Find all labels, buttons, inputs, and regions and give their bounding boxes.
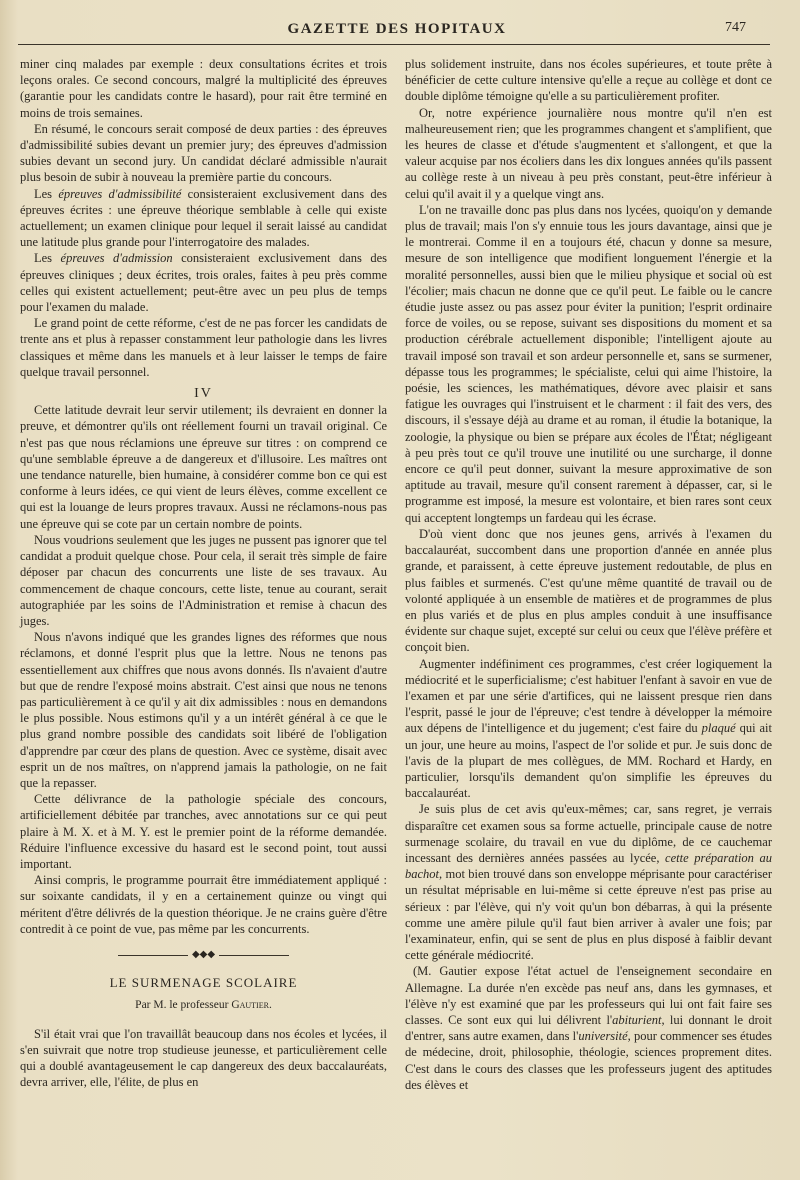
- text: Augmenter indéfiniment ces programmes, c'est créer logiquement la médiocrité et le superficialisme; c'est habituer l'enfant à savoir en vue de l'examen et par une série d'artifices, qui ne laissent presque rien dans l'esprit, passé le jour de l'épreuve; c'est tendre à développer la mémoire aux dépens de l'intelligence et du jugement; c'est faire du: [405, 656, 772, 736]
- section-number: IV: [194, 386, 213, 402]
- right-column: [405, 56, 772, 1093]
- text-columns: [20, 56, 772, 1093]
- italic-term: abiturient: [612, 1012, 662, 1027]
- paragraph: Nous n'avons indiqué que les grandes lignes des réformes que nous réclamons, et donné l'esprit plus que la lettre. Nous ne tenons pas essentiellement aux chiffres que nous avons donnés. Ils n'avaient d'autre but que de rendre l'exposé moins abstrait. C'est ainsi que nous ne tenons pas particulièrement à ce qu'il y ait dix admissibles : nous en demandons le plus possible. Nous estimons qu'il y a un intérêt général à ce que le plus grand nombre possible des candidats soit libéré de l'obligation d'apprendre par cœur des plans de question. Avec ce système, disait avec esprit un de nos maîtres, on n'apprend jamais la pathologie, on ne fait que la repasser.: [20, 630, 387, 790]
- paragraph: [405, 963, 772, 1093]
- byline-prefix: Par M. le professeur: [135, 999, 232, 1012]
- page-header: [14, 18, 780, 44]
- paragraph: Le grand point de cette réforme, c'est de ne pas forcer les candidats de trente ans et plus à repasser constamment leur pathologie dans les livres classiques et même dans les manuels et à leur laisser le temps de faire quelque travail personnel.: [20, 316, 387, 379]
- paragraph: Cette latitude devrait leur servir utilement; ils devraient en donner la preuve, et démontrer qu'ils ont réellement fourni un travail original. Ce n'est pas que nous réclamions une épreuve sur titres : on comprend ce qu'une semblable épreuve a de dangereux et d'illusoire. Les maîtres ont une tendance naturelle, bien humaine, à considérer comme bon ce qui est conforme à leurs idées, ce qui vient de leurs élèves, comme excellent ce qui est la louange de leurs propres travaux. Aussi ne réclamons-nous pas une épreuve qui se cote par un certain nombre de points.: [20, 403, 387, 531]
- italic-term: plaqué: [701, 721, 736, 736]
- article-title: LE SURMENAGE SCOLAIRE: [109, 975, 298, 991]
- text: consisteraient exclusivement dans des épreuves cliniques ; deux écrites, trois orales, faites à peu près comme celles qui existent actuellement; peut-être avec un peu plus de temps pour l'examen du malade.: [20, 251, 387, 315]
- paragraph: Or, notre expérience journalière nous montre qu'il n'en est malheureusement rien; que les programmes changent et s'amplifient, que les heures de classe et d'étude s'augmentent et s'allongent, et que la valeur acquise par nos écoliers dans les dix longues années qu'ils passent au collège reste à un niveau à peu près constant, peut-être inférieur à celui qu'il avait il y a quelque vingt ans.: [405, 105, 772, 201]
- separator-line: [219, 955, 289, 956]
- paragraph: S'il était vrai que l'on travaillât beaucoup dans nos écoles et lycées, il s'en suivrait que notre trop studieuse jeunesse, et particulièrement celle qui a doublé avantageusement le cap dangereux des deux baccalauréats, devra arriver, elle, l'élite, de plus en: [20, 1026, 387, 1090]
- paragraph: Nous voudrions seulement que les juges ne pussent pas ignorer que tel candidat a produit quelque chose. Pour cela, il serait très simple de faire déposer par chacun des concurrents une liste de ses travaux. Au commencement de chaque concours, cette liste, tenue au courant, serait autographiée par les soins de l'Administration et remise à chacun des juges.: [20, 532, 387, 628]
- paragraph: Cette délivrance de la pathologie spéciale des concours, artificiellement débitée par tranches, avec annotations sur ce qui peut plaire à M. X. et à M. Y. est le premier point de la réforme demandée. Réduire l'influence excessive du hasard est le second point, tout aussi important.: [20, 792, 387, 871]
- paragraph: miner cinq malades par exemple : deux consultations écrites et trois leçons orales. Ce second concours, malgré la multiplicité des épreuves (garantie pour les candidats contre le hasard), pour rait être terminé en moins de trois semaines.: [20, 57, 387, 120]
- paragraph: D'où vient donc que nos jeunes gens, arrivés à l'examen du baccalauréat, succombent dans une proportion d'année en année plus grande, et paraissent, à cette épreuve justement redoutable, de plus en plus faibles et surmenés. C'est qu'une même quantité de travail ou de volonté appliquée à un ensemble de matières et de programmes de plus en plus variés et de plus en plus amples conduit à une insuffisance évidente sur chaque sujet, excepté sur celui ou ceux que l'élève préfère et conçoit bien.: [405, 526, 772, 655]
- italic-term: épreuves d'admissibilité: [58, 186, 182, 201]
- paragraph: plus solidement instruite, dans nos écoles supérieures, et toute prête à bénéficier de cette culture intensive qu'elle a reçue au collège et dont ce double diplôme témoigne qu'elle a su particulièrement profiter.: [405, 57, 772, 104]
- text: Les: [34, 251, 61, 266]
- text: consisteraient exclusivement dans des épreuves écrites : une épreuve théorique semblable à celle qui existe actuellement; un examen clinique pour lequel il serait laissé au candidat une latitude plus grande pour l'interrogatoire des malades.: [20, 186, 387, 250]
- header-rule: [18, 44, 770, 45]
- separator-line: [118, 955, 188, 956]
- ornamental-separator: [20, 947, 387, 963]
- page-number: 747: [725, 20, 746, 35]
- italic-term: université: [578, 1029, 628, 1044]
- text: , mot bien trouvé dans son enveloppe méprisante pour caractériser un résultat méprisable en lui-même si cette épreuve n'est pas prise au sérieux : par l'élève, qui n'y voit qu'un bon débarras, à qui la présente comme une amère pilule qu'il faut bien arriver à avaler une fois; par l'examinateur, enfin, qui se sent de plus en plus disposé à faiblir devant cette générale médiocrité.: [405, 867, 772, 963]
- text: Les: [34, 186, 59, 201]
- text: qui ait un jour, une heure au moins, l'aspect de l'or solide et pur. Je suis donc de l'avis de la plupart de mes collègues, de MM. Rochard et Hardy, en particulier, lorsqu'ils demandent qu'on simplifie les épreuves du baccalauréat.: [405, 721, 772, 801]
- text: , pour commencer ses études de médecine, droit, philosophie, théologie, sciences proprement dites. C'est dans le cours des classes que les professeurs jugent des aptitudes des élèves et: [405, 1029, 772, 1092]
- text: , lui donnant le droit d'entrer, sans autre examen, dans l': [405, 1012, 772, 1044]
- paragraph: [405, 801, 772, 963]
- paragraph: [20, 186, 387, 251]
- paragraph: [20, 250, 387, 315]
- italic-term: cette préparation au bachot: [405, 850, 772, 882]
- text: (M. Gautier expose l'état actuel de l'enseignement secondaire en Allemagne. La durée n'en excède pas neuf ans, dans les gymnases, et l'élève n'y est examiné que par les professeurs qui lui ont fait faire ses classes. Ce sont eux qui lui délivrent l': [405, 964, 772, 1027]
- author-name: Gautier.: [231, 999, 272, 1012]
- paragraph: L'on ne travaille donc pas plus dans nos lycées, quoiqu'on y demande plus de travail; mais l'on s'y ennuie tous les jours davantage, ainsi que je le montrerai. Comme il en a toujours été, chacun y donne sa mesure, mesure de son intelligence que modifient longuement l'énergie et la moralité personnelles, aussi bien que le milieu physique et social où est l'écolier; mais chacun ne donne que ce qu'il peut. Le faible ou le cancre étudie juste assez ou pas assez pour éviter la punition; l'esprit ordinaire force de voiles, ou se repose, suivant ses dispositions du moment et sa production cérébrale actuellement disponible; l'intelligent ajoute au travail imposé son travail et son ardeur personnelle et, sans se surmener, dépasse tous les programmes; le spécialiste, celui qui aime l'histoire, la poésie, les sciences, les mathématiques, dévore avec plaisir et sans fatigue les ouvrages qui l'instruisent et le charment : il fait des vers, des discours, il s'essaye déjà au drame et au roman, il étudie la botanique, la zoologie, la physique ou bien se prépare aux écoles de l'État; négligeant à peu près tout ce qu'il trouve une inutilité ou une surcharge, il donne encore ce qu'il peut donner, suivant la mesure approximative de son aptitude au travail, mesure qu'il consent rarement à dépasser, car, si le programme est imposé, la mesure est volontaire, et bien rares sont ceux qui acceptent longtemps un fardeau qui les écrase.: [405, 202, 772, 525]
- separator-ornament-icon: ◆◆◆: [191, 948, 216, 960]
- italic-term: épreuves d'admission: [60, 251, 173, 266]
- journal-title: GAZETTE DES HOPITAUX: [287, 21, 507, 37]
- paragraph: [405, 656, 772, 802]
- byline: [20, 997, 387, 1013]
- paragraph: En résumé, le concours serait composé de deux parties : des épreuves d'admissibilité subies devant un premier jury; des épreuves d'admission subies devant un second jury. Un candidat déclaré admissible n'aurait plus besoin de subir à nouveau la première partie du concours.: [20, 121, 387, 185]
- text: Je suis plus de cet avis qu'eux-mêmes; car, sans regret, je verrais disparaître cet examen sous sa forme actuelle, principale cause de notre surmenage scolaire, du travail en vue du diplôme, de ce cauchemar incessant des dernières années passées au lycée,: [405, 802, 772, 865]
- left-column: [20, 56, 387, 1093]
- paragraph: Ainsi compris, le programme pourrait être immédiatement appliqué : sur soixante candidats, il y en a certainement quinze ou vingt qui méritent d'être délivrés de la question théorique. Je ne crains guère d'être contredit à ce point de vue, pas même par les concurrents.: [20, 873, 387, 936]
